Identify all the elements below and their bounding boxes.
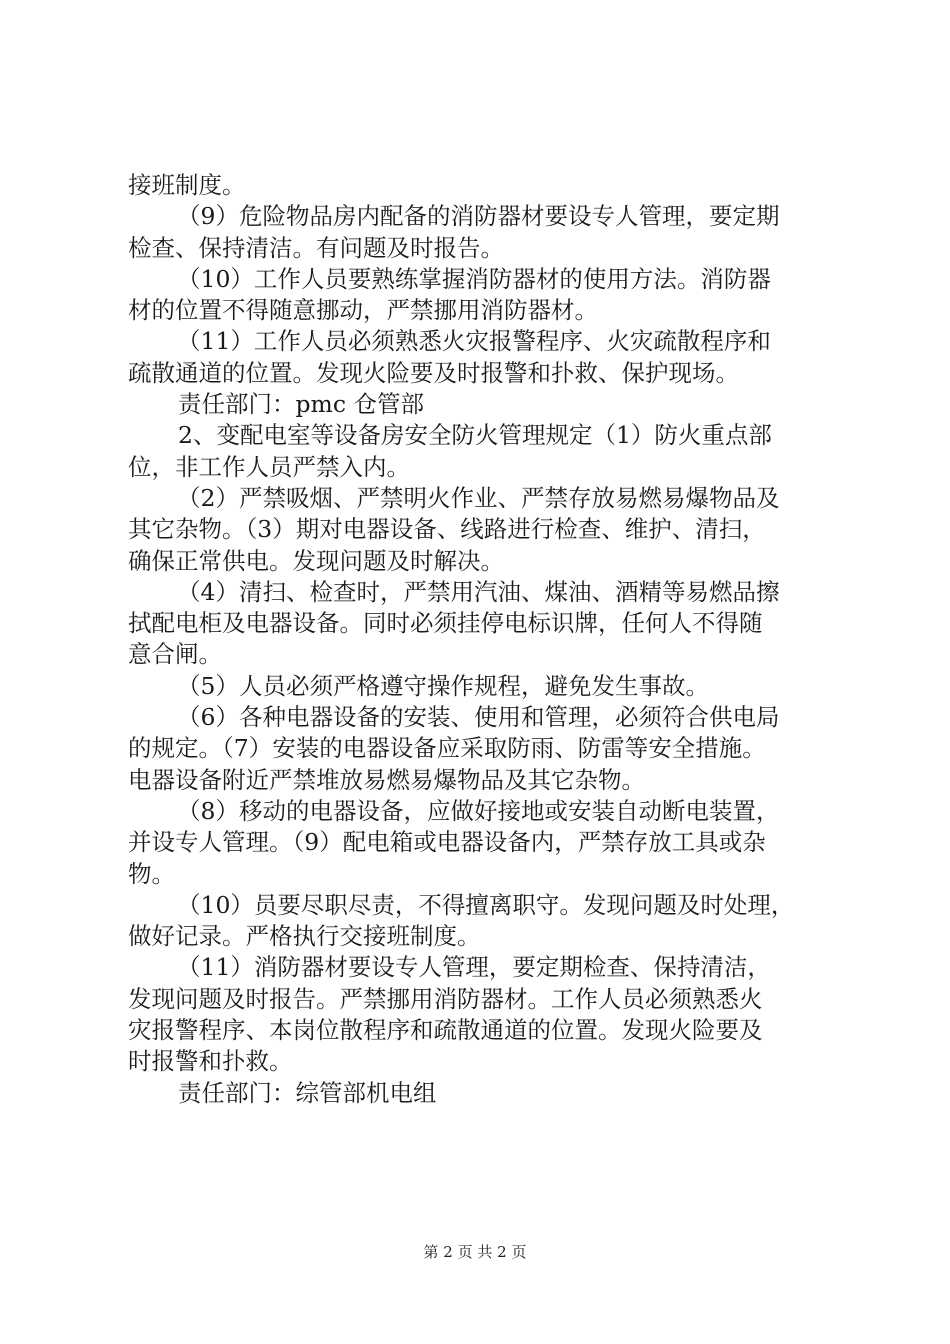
text-line: （10）员要尽职尽责，不得擅离职守。发现问题及时处理， bbox=[177, 890, 795, 919]
text-line: 的规定。（7）安装的电器设备应采取防雨、防雷等安全措施。 bbox=[128, 734, 766, 763]
text-line: （6）各种电器设备的安装、使用和管理，必须符合供电局 bbox=[177, 703, 780, 732]
text-line: 意合闸。 bbox=[128, 640, 222, 669]
text-line: 疏散通道的位置。发现火险要及时报警和扑救、保护现场。 bbox=[128, 358, 739, 387]
text-line: （4）清扫、检查时，严禁用汽油、煤油、酒精等易燃品擦 bbox=[177, 577, 780, 606]
page-number-footer: 第 2 页 共 2 页 bbox=[423, 1243, 527, 1261]
text-line: 灾报警程序、本岗位散程序和疏散通道的位置。发现火险要及 bbox=[128, 1016, 763, 1045]
responsible-dept-line: 责任部门：综管部机电组 bbox=[178, 1078, 437, 1107]
text-line: （2）严禁吸烟、严禁明火作业、严禁存放易燃易爆物品及 bbox=[177, 483, 780, 512]
text-line: （10）工作人员要熟练掌握消防器材的使用方法。消防器 bbox=[177, 264, 771, 293]
text-line: 位，非工作人员严禁入内。 bbox=[128, 452, 410, 481]
text-line: 拭配电柜及电器设备。同时必须挂停电标识牌，任何人不得随 bbox=[128, 609, 763, 638]
text-line: 物。 bbox=[128, 859, 175, 888]
text-line: 发现问题及时报告。严禁挪用消防器材。工作人员必须熟悉火 bbox=[128, 984, 763, 1013]
text-line: 做好记录。严格执行交接班制度。 bbox=[128, 922, 481, 951]
text-line: 确保正常供电。发现问题及时解决。 bbox=[128, 546, 504, 575]
document-body bbox=[128, 170, 840, 1109]
text-line: 时报警和扑救。 bbox=[128, 1047, 293, 1076]
text-line: 并设专人管理。（9）配电箱或电器设备内，严禁存放工具或杂 bbox=[128, 828, 766, 857]
responsible-dept-line: 责任部门：pmc 仓管部 bbox=[178, 390, 424, 419]
text-line: 检查、保持清洁。有问题及时报告。 bbox=[128, 233, 504, 262]
text-line: 电器设备附近严禁堆放易燃易爆物品及其它杂物。 bbox=[128, 765, 645, 794]
text-line: （9）危险物品房内配备的消防器材要设专人管理，要定期 bbox=[177, 202, 780, 231]
text-line: （11）工作人员必须熟悉火灾报警程序、火灾疏散程序和 bbox=[177, 327, 771, 356]
text-line: （5）人员必须严格遵守操作规程，避免发生事故。 bbox=[177, 671, 709, 700]
text-line: 材的位置不得随意挪动，严禁挪用消防器材。 bbox=[128, 296, 598, 325]
text-line: （11）消防器材要设专人管理，要定期检查、保持清洁， bbox=[177, 953, 771, 982]
text-line: 其它杂物。（3）期对电器设备、线路进行检查、维护、清扫， bbox=[128, 515, 766, 544]
text-line: 接班制度。 bbox=[128, 171, 246, 199]
text-line: （8）移动的电器设备，应做好接地或安装自动断电装置， bbox=[177, 796, 780, 825]
section-heading: 2、变配电室等设备房安全防火管理规定（1）防火重点部 bbox=[178, 421, 772, 450]
